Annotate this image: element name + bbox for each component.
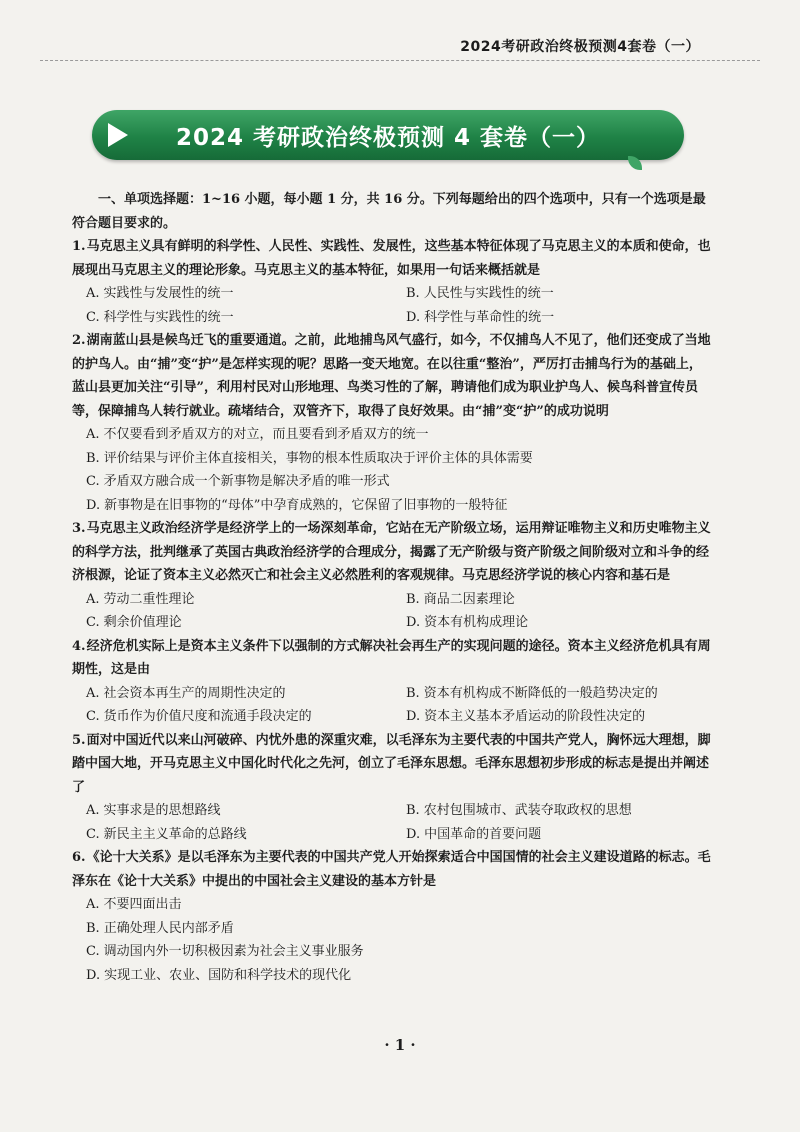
option-letter: C. (86, 615, 100, 630)
option-text: 商品二因素理论 (423, 591, 515, 607)
option-text: 资本有机构成不断降低的一般趋势决定的 (423, 685, 658, 701)
answer-options (72, 423, 712, 517)
question-text: 经济危机实际上是资本主义条件下以强制的方式解决社会再生产的实现问题的途径。资本主义经济危机具有周期性，这是由 (72, 638, 711, 677)
answer-option (72, 705, 392, 729)
option-letter: B. (406, 685, 420, 701)
option-text: 科学性与革命性的统一 (424, 309, 555, 325)
answer-options (72, 799, 712, 846)
option-text: 资本有机构成理论 (424, 615, 529, 630)
title-banner (92, 110, 684, 160)
answer-option (72, 917, 712, 941)
option-letter: A. (86, 897, 100, 912)
page-number: · 1 · (384, 1036, 416, 1054)
answer-option (72, 470, 712, 494)
question-text: 湖南蓝山县是候鸟迁飞的重要通道。之前，此地捕鸟风气盛行，如今，不仅捕鸟人不见了，他们还变成了当地的护鸟人。由“捕”变“护”是怎样实现的呢？思路一变天地宽。在以往重“整治”，严厉打击捕鸟行为的基础上，蓝山县更加关注“引导”，利用村民对山形地理、鸟类习性的了解，聘请他们成为职业护鸟人、候鸟科普宣传员等，保障捕鸟人转行就业。疏堵结合，双管齐下，取得了良好效果。由“捕”变“护”的成功说明 (72, 333, 711, 419)
option-text: 货币作为价值尺度和流通手段决定的 (103, 709, 312, 724)
header-divider (40, 60, 760, 61)
option-letter: B. (406, 591, 420, 607)
answer-options (72, 282, 712, 329)
answer-option (72, 964, 712, 988)
answer-option (392, 682, 712, 706)
option-text: 正确处理人民内部矛盾 (103, 920, 234, 936)
option-letter: D. (86, 967, 101, 983)
question-stem (72, 729, 712, 800)
question-number: 5. (72, 732, 86, 748)
answer-option (392, 705, 712, 729)
option-text: 实事求是的思想路线 (103, 803, 221, 818)
answer-option (392, 611, 712, 635)
option-text: 实践性与发展性的统一 (103, 286, 234, 301)
question-number: 4. (72, 638, 86, 654)
answer-option (72, 306, 392, 330)
question-list (72, 235, 712, 987)
section-intro: 一、单项选择题：1~16 小题，每小题 1 分，共 16 分。下列每题给出的四个选项中，只有一个选项是最符合题目要求的。 (72, 192, 706, 231)
answer-option (72, 799, 392, 823)
option-text: 劳动二重性理论 (103, 591, 195, 607)
answer-option (392, 823, 712, 847)
answer-options (72, 682, 712, 729)
answer-option (72, 447, 712, 471)
question-stem (72, 635, 712, 682)
option-text: 农村包围城市、武装夺取政权的思想 (423, 803, 632, 818)
answer-option (392, 306, 712, 330)
option-letter: D. (406, 309, 421, 325)
answer-option (392, 282, 712, 306)
question-number: 3. (72, 521, 86, 536)
option-text: 不仅要看到矛盾双方的对立，而且要看到矛盾双方的统一 (103, 427, 429, 442)
running-header: 2024考研政治终极预测4套卷（一） (460, 39, 700, 55)
option-letter: C. (86, 944, 100, 959)
option-letter: A. (86, 803, 100, 818)
question-text: 马克思主义政治经济学是经济学上的一场深刻革命，它站在无产阶级立场，运用辩证唯物主义和历史唯物主义的科学方法，批判继承了英国古典政治经济学的合理成分，揭露了无产阶级与资产阶级之间阶级对立和斗争的经济根源，论证了资本主义必然灭亡和社会主义必然胜利的客观规律。马克思经济学说的核心内容和基石是 (72, 521, 711, 583)
question-number: 2. (72, 333, 86, 348)
answer-option (72, 611, 392, 635)
question-text: 《论十大关系》是以毛泽东为主要代表的中国共产党人开始探索适合中国国情的社会主义建设道路的标志。毛泽东在《论十大关系》中提出的中国社会主义建设的基本方针是 (72, 850, 711, 889)
option-text: 评价结果与评价主体直接相关，事物的根本性质取决于评价主体的具体需要 (103, 450, 533, 466)
answer-option (72, 940, 712, 964)
answer-option (72, 893, 712, 917)
option-letter: A. (86, 591, 100, 607)
option-letter: D. (406, 615, 421, 630)
question-stem (72, 846, 712, 893)
option-text: 实现工业、农业、国防和科学技术的现代化 (104, 967, 352, 983)
question-block (72, 517, 712, 635)
option-letter: C. (86, 309, 100, 325)
option-letter: B. (406, 803, 420, 818)
question-block (72, 329, 712, 517)
option-text: 矛盾双方融合成一个新事物是解决矛盾的唯一形式 (103, 474, 390, 489)
option-letter: B. (86, 450, 100, 466)
answer-option (72, 423, 712, 447)
option-text: 科学性与实践性的统一 (103, 309, 234, 325)
answer-option (392, 588, 712, 612)
banner-title: 2024 考研政治终极预测 4 套卷（一） (175, 124, 601, 151)
option-text: 社会资本再生产的周期性决定的 (103, 685, 286, 701)
question-block (72, 635, 712, 729)
option-text: 调动国内外一切积极因素为社会主义事业服务 (103, 944, 364, 959)
question-stem (72, 517, 712, 588)
answer-option (72, 682, 392, 706)
answer-option (72, 494, 712, 518)
option-text: 新事物是在旧事物的“母体”中孕育成熟的，它保留了旧事物的一般特征 (104, 497, 508, 513)
question-text: 马克思主义具有鲜明的科学性、人民性、实践性、发展性，这些基本特征体现了马克思主义的本质和使命，也展现出马克思主义的理论形象。马克思主义的基本特征，如果用一句话来概括就是 (72, 239, 711, 278)
option-text: 资本主义基本矛盾运动的阶段性决定的 (424, 709, 646, 724)
answer-option (392, 799, 712, 823)
option-letter: A. (86, 685, 100, 701)
question-number: 1. (72, 239, 86, 254)
answer-options (72, 588, 712, 635)
play-arrow-icon (108, 123, 128, 147)
answer-option (72, 823, 392, 847)
answer-options (72, 893, 712, 987)
question-stem (72, 329, 712, 423)
option-letter: B. (406, 286, 420, 301)
option-text: 人民性与实践性的统一 (423, 286, 554, 301)
option-letter: B. (86, 920, 100, 936)
question-block (72, 235, 712, 329)
question-number: 6. (72, 850, 86, 865)
option-letter: D. (406, 709, 421, 724)
question-text: 面对中国近代以来山河破碎、内忧外患的深重灾难，以毛泽东为主要代表的中国共产党人，胸怀远大理想，脚踏中国大地，开马克思主义中国化时代化之先河，创立了毛泽东思想。毛泽东思想初步形成的标志是提出并阐述了 (72, 732, 711, 795)
option-text: 剩余价值理论 (103, 615, 182, 630)
option-letter: D. (86, 497, 101, 513)
leaf-decoration (628, 156, 642, 170)
option-letter: D. (406, 826, 421, 842)
option-letter: C. (86, 709, 100, 724)
question-section (72, 188, 712, 987)
question-stem (72, 235, 712, 282)
option-text: 不要四面出击 (103, 897, 182, 912)
option-letter: A. (86, 427, 100, 442)
option-letter: C. (86, 474, 100, 489)
option-letter: C. (86, 826, 100, 842)
question-block (72, 846, 712, 987)
option-letter: A. (86, 286, 100, 301)
answer-option (72, 588, 392, 612)
question-block (72, 729, 712, 847)
answer-option (72, 282, 392, 306)
option-text: 新民主主义革命的总路线 (103, 826, 247, 842)
option-text: 中国革命的首要问题 (424, 826, 542, 842)
